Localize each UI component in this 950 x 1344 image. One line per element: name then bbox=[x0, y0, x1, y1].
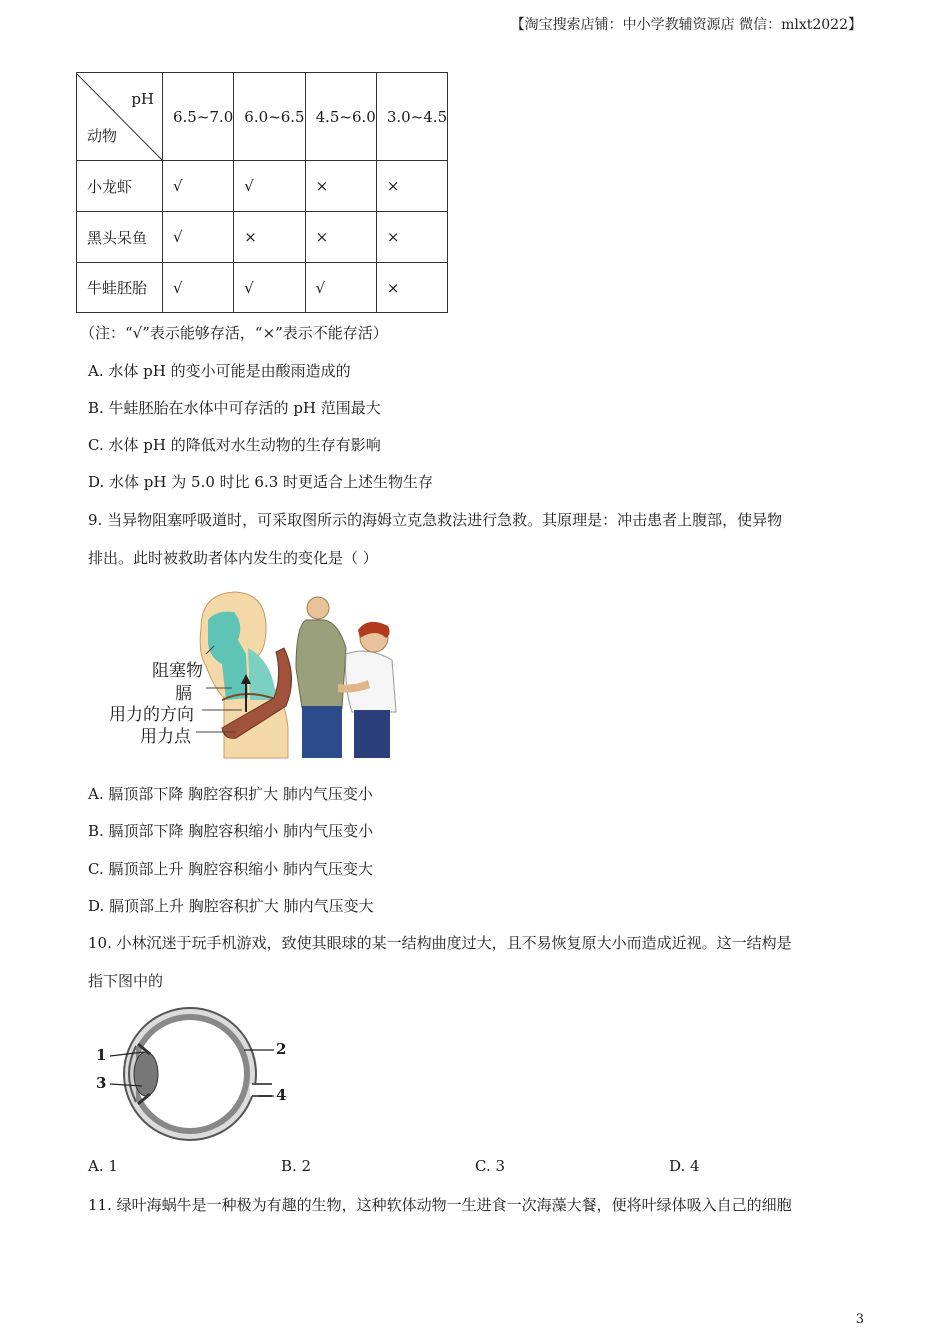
animal-name: 黑头呆鱼 bbox=[77, 212, 163, 263]
q10-options bbox=[88, 1157, 788, 1177]
table-cell: × bbox=[305, 161, 376, 212]
eye-label-2: 2 bbox=[276, 1040, 287, 1058]
corner-animal-label: 动物 bbox=[87, 126, 118, 145]
ph-survival-table bbox=[76, 72, 448, 313]
table-cell: √ bbox=[305, 263, 376, 313]
table-row bbox=[77, 212, 448, 263]
q9-option-b: B. 膈顶部下降 胸腔容积缩小 肺内气压变小 bbox=[88, 822, 374, 840]
table-cell: √ bbox=[163, 263, 234, 313]
label-force-point: 用力点 bbox=[140, 727, 191, 747]
table-cell: √ bbox=[163, 212, 234, 263]
eye-label-1: 1 bbox=[96, 1046, 107, 1064]
column-header: 6.0~6.5 bbox=[234, 73, 305, 161]
q9-stem-line2: 排出。此时被救助者体内发生的变化是（ ） bbox=[88, 549, 378, 567]
table-cell: × bbox=[305, 212, 376, 263]
animal-name: 小龙虾 bbox=[77, 161, 163, 212]
q9-option-d: D. 膈顶部上升 胸腔容积扩大 肺内气压变大 bbox=[88, 897, 374, 915]
q10-option-c: C. 3 bbox=[475, 1157, 506, 1175]
q9-option-c: C. 膈顶部上升 胸腔容积缩小 肺内气压变大 bbox=[88, 860, 374, 878]
table-cell: √ bbox=[234, 161, 305, 212]
column-header: 6.5~7.0 bbox=[163, 73, 234, 161]
q10-stem-line1: 10. 小林沉迷于玩手机游戏，致使其眼球的某一结构曲度过大，且不易恢复原大小而造成近视。这一结构是 bbox=[88, 934, 792, 952]
q8-option-d: D. 水体 pH 为 5.0 时比 6.3 时更适合上述生物生存 bbox=[88, 473, 434, 491]
table-cell: × bbox=[376, 161, 447, 212]
column-header: 3.0~4.5 bbox=[376, 73, 447, 161]
table-cell: × bbox=[376, 212, 447, 263]
page-number: 3 bbox=[855, 1312, 864, 1327]
q8-option-a: A. 水体 pH 的变小可能是由酸雨造成的 bbox=[88, 362, 351, 380]
heimlich-figure bbox=[106, 588, 406, 760]
table-corner-cell bbox=[77, 73, 163, 161]
label-diaphragm: 膈 bbox=[175, 684, 192, 704]
q11-stem-line1: 11. 绿叶海蜗牛是一种极为有趣的生物，这种软体动物一生进食一次海藻大餐，便将叶绿体吸入自己的细胞 bbox=[88, 1196, 792, 1214]
eye-diagram bbox=[94, 1004, 294, 1144]
q10-option-d: D. 4 bbox=[669, 1157, 700, 1175]
q8-option-b: B. 牛蛙胚胎在水体中可存活的 pH 范围最大 bbox=[88, 399, 381, 417]
page-header: 【淘宝搜索店铺：中小学教辅资源店 微信：mlxt2022】 bbox=[510, 17, 862, 33]
table-cell: × bbox=[376, 263, 447, 313]
table-cell: √ bbox=[163, 161, 234, 212]
table-row bbox=[77, 161, 448, 212]
table-cell: × bbox=[234, 212, 305, 263]
q9-stem-line1: 9. 当异物阻塞呼吸道时，可采取图所示的海姆立克急救法进行急救。其原理是：冲击患者上腹部，使异物 bbox=[88, 511, 783, 529]
q9-option-a: A. 膈顶部下降 胸腔容积扩大 肺内气压变小 bbox=[88, 785, 373, 803]
q8-option-c: C. 水体 pH 的降低对水生动物的生存有影响 bbox=[88, 436, 381, 454]
eye-label-4: 4 bbox=[276, 1086, 287, 1104]
label-obstruction: 阻塞物 bbox=[152, 661, 203, 681]
label-force-direction: 用力的方向 bbox=[109, 705, 194, 725]
animal-name: 牛蛙胚胎 bbox=[77, 263, 163, 313]
eye-illustration bbox=[94, 1004, 294, 1144]
q10-option-a: A. 1 bbox=[88, 1157, 118, 1175]
corner-ph-label: pH bbox=[131, 89, 154, 108]
q10-option-b: B. 2 bbox=[281, 1157, 312, 1175]
table-note: （注：“√”表示能够存活，“×”表示不能存活） bbox=[80, 324, 388, 342]
table-row bbox=[77, 263, 448, 313]
column-header: 4.5~6.0 bbox=[305, 73, 376, 161]
table-cell: √ bbox=[234, 263, 305, 313]
q10-stem-line2: 指下图中的 bbox=[88, 972, 164, 990]
eye-label-3: 3 bbox=[96, 1074, 107, 1092]
